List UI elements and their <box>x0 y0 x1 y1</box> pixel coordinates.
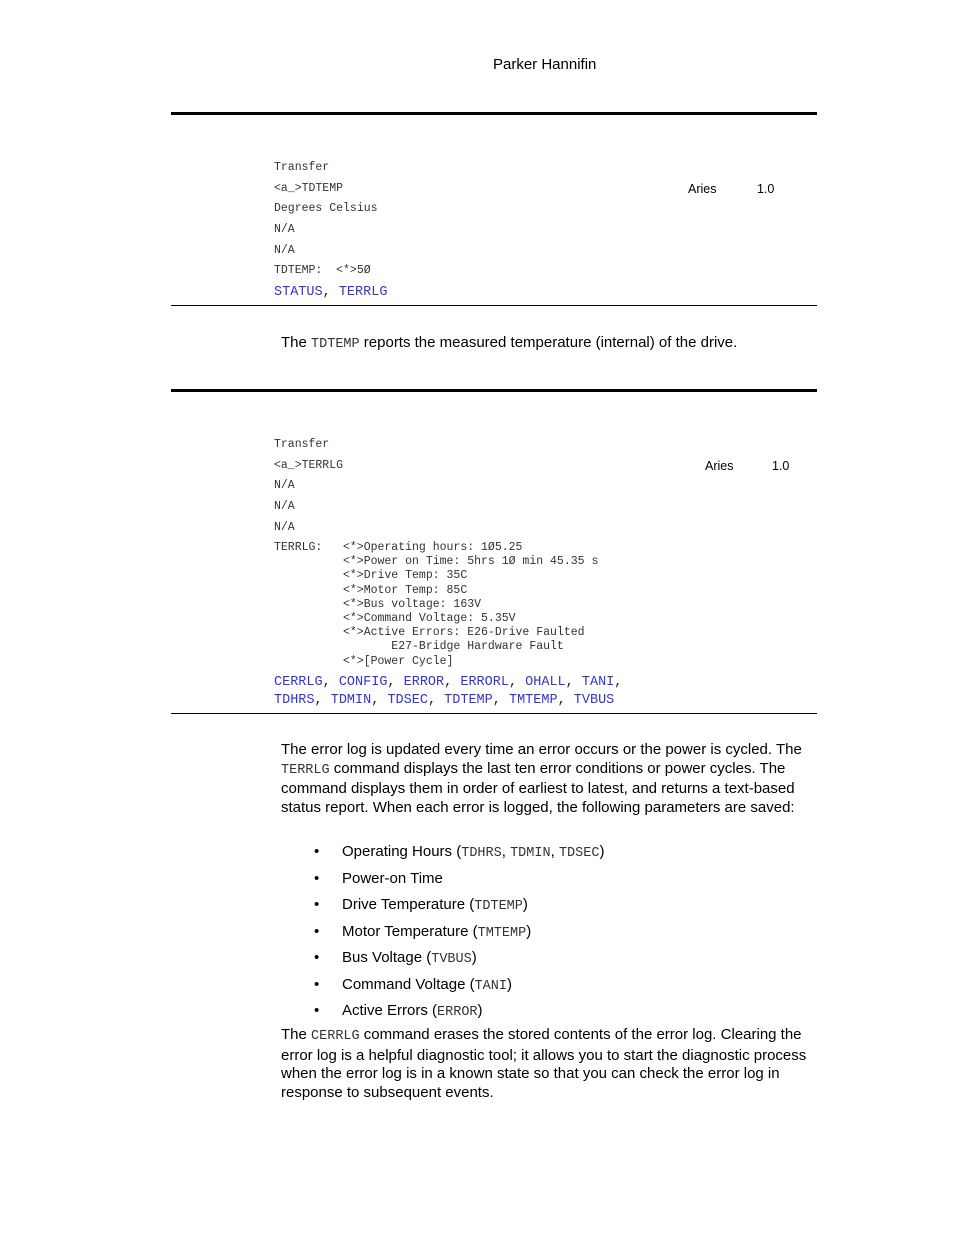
terrlg-description-p1: The error log is updated every time an error occurs or the power is cycled. The TERRLG command displays the last ten error conditions or power cycles. The command displays them in order of earliest to latest, and returns a text-based status report. When each error is logged, the following parameters are saved: <box>281 741 802 816</box>
response-line: E27-Bridge Hardware Fault <box>343 640 564 654</box>
list-item: • Power-on Time <box>312 869 604 896</box>
terrlg-range: N/A <box>274 500 295 513</box>
tdtemp-product: Aries <box>688 182 717 196</box>
code-terrlg: TERRLG <box>281 762 330 778</box>
list-item: • Active Errors (ERROR) <box>312 1001 604 1028</box>
link-errorl[interactable]: ERRORL <box>460 675 509 690</box>
saved-parameters-list <box>312 842 604 1028</box>
terrlg-response-label: TERRLG: <box>274 541 323 554</box>
list-item: • Drive Temperature (TDTEMP) <box>312 895 604 922</box>
link-ohall[interactable]: OHALL <box>525 675 566 690</box>
section-top-rule <box>171 112 817 115</box>
page-header-company: Parker Hannifin <box>493 56 597 73</box>
link-config[interactable]: CONFIG <box>338 675 388 690</box>
terrlg-default: N/A <box>274 521 295 534</box>
link-status[interactable]: STATUS <box>274 285 323 300</box>
terrlg-response-block <box>343 541 598 669</box>
link-error[interactable]: ERROR <box>403 675 445 690</box>
code-tdtemp: TDTEMP <box>311 337 360 352</box>
response-line: <*>[Power Cycle] <box>343 654 454 668</box>
list-item: • Operating Hours (TDHRS, TDMIN, TDSEC) <box>312 842 604 869</box>
terrlg-see-also-row1: CERRLG, CONFIG, ERROR, ERRORL, OHALL, TANI, <box>274 675 623 690</box>
code-cerrlg: CERRLG <box>311 1029 360 1044</box>
tdtemp-type: Transfer <box>274 161 330 174</box>
tdtemp-rev: 1.0 <box>757 182 775 196</box>
link-tdmin[interactable]: TDMIN <box>330 693 372 708</box>
link-tdsec[interactable]: TDSEC <box>387 693 428 708</box>
response-line: <*>Command Voltage: 5.35V <box>343 612 516 626</box>
tdtemp-response: TDTEMP: <*>5Ø <box>274 264 371 277</box>
response-line: <*>Drive Temp: 35C <box>343 569 468 583</box>
terrlg-product: Aries <box>705 459 734 473</box>
list-item: • Bus Voltage (TVBUS) <box>312 948 604 975</box>
section-bottom-rule <box>171 713 817 714</box>
tdtemp-see-also: STATUS, TERRLG <box>274 285 388 300</box>
link-tdtemp[interactable]: TDTEMP <box>444 693 493 708</box>
terrlg-description-p2: The CERRLG command erases the stored contents of the error log. Clearing the error log is a helpful diagnostic tool; it allows you to start the diagnostic process when the error log is in a known state so that you can check the error log in response to subsequent events. <box>281 1026 807 1101</box>
response-line: <*>Motor Temp: 85C <box>343 583 468 597</box>
link-tdhrs[interactable]: TDHRS <box>274 693 315 708</box>
list-item: • Command Voltage (TANI) <box>312 975 604 1002</box>
response-line: <*>Active Errors: E26-Drive Faulted <box>343 626 585 640</box>
link-cerrlg[interactable]: CERRLG <box>274 675 323 690</box>
terrlg-rev: 1.0 <box>772 459 790 473</box>
terrlg-type: Transfer <box>274 438 330 451</box>
section-top-rule <box>171 389 817 392</box>
response-line: <*>Bus voltage: 163V <box>343 597 482 611</box>
tdtemp-default: N/A <box>274 244 295 257</box>
tdtemp-units: Degrees Celsius <box>274 202 378 215</box>
tdtemp-description: The TDTEMP reports the measured temperature (internal) of the drive. <box>281 334 738 352</box>
list-item: • Motor Temperature (TMTEMP) <box>312 922 604 949</box>
link-tmtemp[interactable]: TMTEMP <box>508 693 558 708</box>
link-tani[interactable]: TANI <box>581 675 615 690</box>
tdtemp-range: N/A <box>274 223 295 236</box>
link-tvbus[interactable]: TVBUS <box>573 693 615 708</box>
response-line: <*>Power on Time: 5hrs 1Ø min 45.35 s <box>343 555 599 569</box>
terrlg-syntax: <a_>TERRLG <box>274 459 344 472</box>
tdtemp-syntax: <a_>TDTEMP <box>274 182 344 195</box>
section-bottom-rule <box>171 305 817 306</box>
link-terrlg[interactable]: TERRLG <box>338 285 388 300</box>
terrlg-units: N/A <box>274 479 295 492</box>
response-line: <*>Operating hours: 1Ø5.25 <box>343 541 523 554</box>
terrlg-see-also-row2: TDHRS, TDMIN, TDSEC, TDTEMP, TMTEMP, TVBUS <box>274 693 615 708</box>
